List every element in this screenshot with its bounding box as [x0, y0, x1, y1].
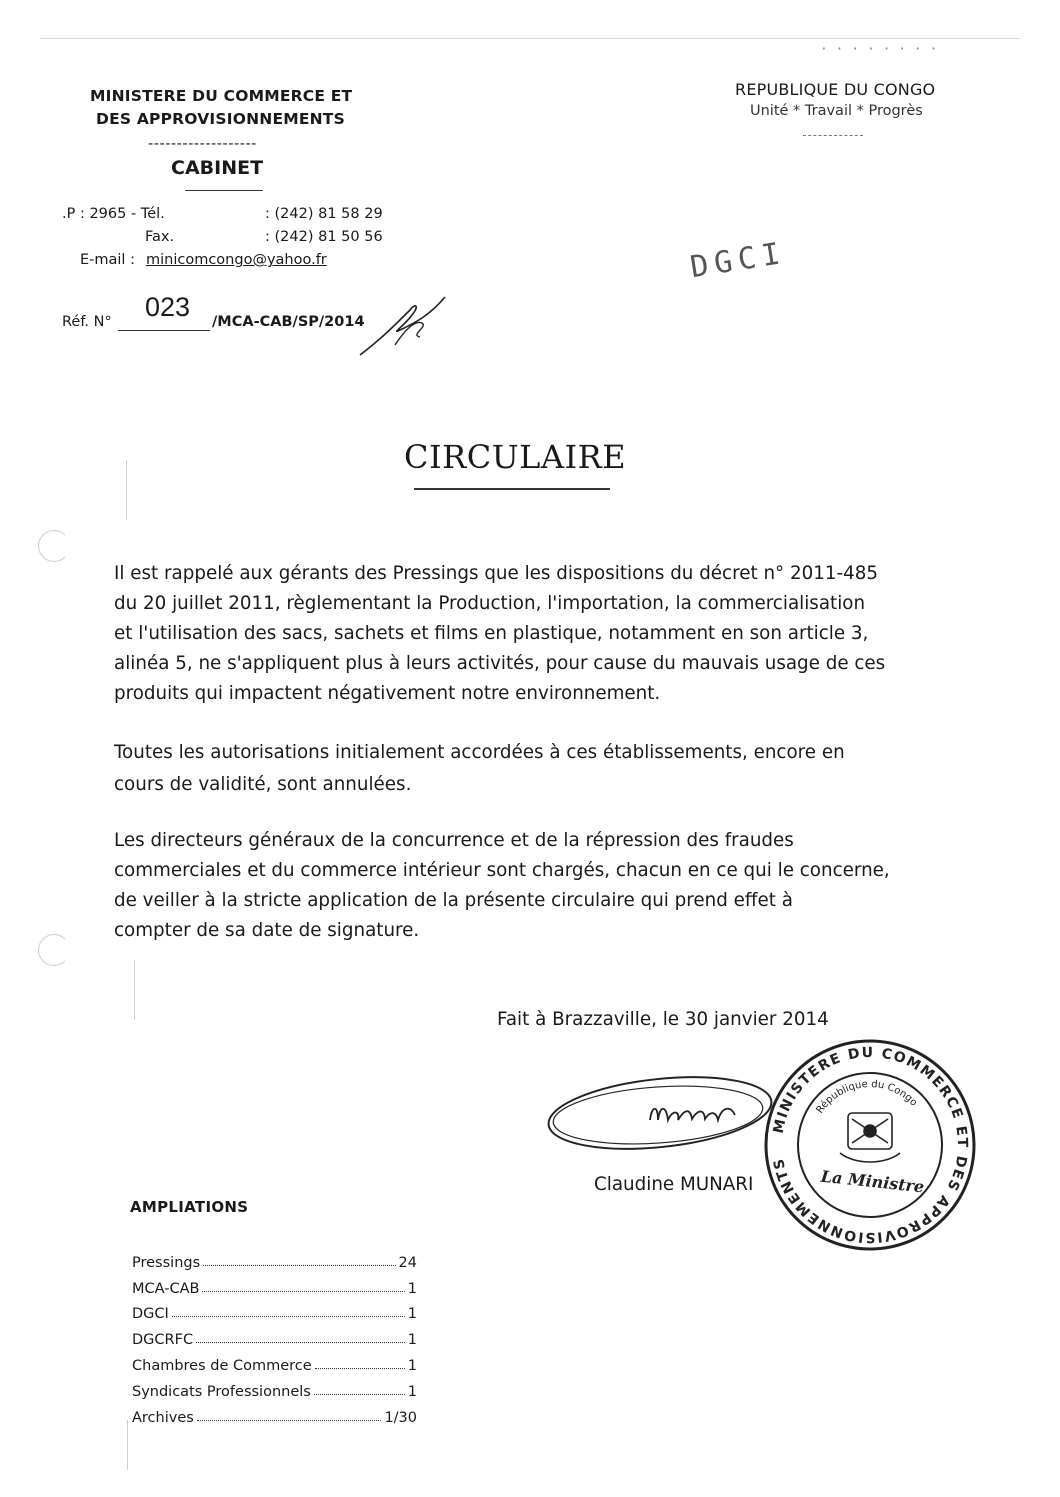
seal-inner-bottom-text: La Ministre — [820, 1166, 926, 1197]
reference-number: 023 — [145, 292, 191, 322]
ampliation-count: 1 — [407, 1384, 417, 1400]
bp-tel-label: .P : 2965 - Tél. — [62, 206, 165, 222]
ampliation-count: 1/30 — [384, 1410, 417, 1426]
document-title: CIRCULAIRE — [404, 438, 627, 476]
ampliation-count: 1 — [407, 1306, 417, 1322]
ampliation-count: 1 — [407, 1281, 417, 1297]
title-underline — [414, 488, 610, 490]
ampliation-count: 1 — [407, 1358, 417, 1374]
place-and-date: Fait à Brazzaville, le 30 janvier 2014 — [497, 1009, 829, 1030]
paragraph-line: de veiller à la stricte application de la présente circulaire qui prend effet à — [114, 890, 793, 911]
margin-mark — [127, 1420, 128, 1470]
reference-number-line — [118, 330, 210, 331]
paragraph-line: Les directeurs généraux de la concurrence et de la répression des fraudes — [114, 830, 794, 851]
fax-number: : (242) 81 50 56 — [265, 229, 383, 245]
ampliation-row — [132, 1271, 417, 1297]
paragraph-line: compter de sa date de signature. — [114, 920, 420, 941]
ampliation-row — [132, 1400, 417, 1426]
ministry-name-line2: DES APPROVISIONNEMENTS — [96, 110, 345, 128]
dotted-leader — [203, 1265, 395, 1266]
ampliation-recipient: DGCI — [132, 1306, 169, 1322]
dotted-leader — [202, 1291, 404, 1292]
dotted-leader — [196, 1342, 405, 1343]
header-separator: ------------------- — [148, 136, 257, 152]
paragraph-line: produits qui impactent négativement notre environnement. — [114, 683, 661, 704]
ampliation-recipient: Syndicats Professionnels — [132, 1384, 311, 1400]
seal-inner-top-text: République du Congo — [814, 1078, 920, 1116]
margin-mark — [134, 960, 135, 1020]
ampliation-recipient: Pressings — [132, 1255, 201, 1271]
signatory-name: Claudine MUNARI — [594, 1174, 754, 1195]
paragraph-line: Toutes les autorisations initialement accordées à ces établissements, encore en — [114, 742, 845, 763]
paragraph-line: et l'utilisation des sacs, sachets et films en plastique, notamment en son article 3, — [114, 623, 869, 644]
tel-number: : (242) 81 58 29 — [265, 206, 383, 222]
paragraph-line: alinéa 5, ne s'appliquent plus à leurs activités, pour cause du mauvais usage de ces — [114, 653, 886, 674]
ampliation-recipient: Chambres de Commerce — [132, 1358, 312, 1374]
national-motto: Unité * Travail * Progrès — [750, 103, 923, 119]
punch-hole-2 — [38, 934, 70, 966]
fax-label: Fax. — [145, 229, 175, 245]
punch-hole-1 — [38, 530, 70, 562]
svg-text:MINISTERE DU COMMERCE ET DES A — [771, 1045, 970, 1245]
reference-suffix: /MCA-CAB/SP/2014 — [212, 314, 365, 330]
email-label: E-mail : — [80, 252, 135, 268]
official-seal — [760, 1035, 980, 1255]
paragraph-line: du 20 juillet 2011, règlementant la Production, l'importation, la commercialisation — [114, 593, 866, 614]
ampliation-recipient: MCA-CAB — [132, 1281, 200, 1297]
ministry-name-line1: MINISTERE DU COMMERCE ET — [90, 87, 353, 105]
handwritten-scribble-top: · · · · · · · · — [820, 42, 938, 57]
ampliation-recipient: Archives — [132, 1410, 194, 1426]
ampliation-row — [132, 1245, 417, 1271]
dotted-leader — [197, 1420, 382, 1421]
ampliation-count: 24 — [398, 1255, 417, 1271]
country-name: REPUBLIQUE DU CONGO — [735, 80, 936, 99]
ampliation-row — [132, 1296, 417, 1322]
seal-emblem — [840, 1113, 900, 1162]
motto-underline — [803, 135, 863, 136]
dotted-leader — [314, 1394, 405, 1395]
reference-label: Réf. N° — [62, 314, 112, 330]
handwritten-dgci-note: DGCI — [687, 235, 789, 286]
ampliation-row — [132, 1348, 417, 1374]
paragraph-line: cours de validité, sont annulées. — [114, 774, 412, 795]
paragraph-line: Il est rappelé aux gérants des Pressings que les dispositions du décret n° 2011-485 — [114, 563, 878, 584]
initials-scribble — [350, 285, 460, 365]
email-address[interactable]: minicomcongo@yahoo.fr — [146, 252, 327, 268]
cabinet-label: CABINET — [171, 157, 264, 179]
ampliation-recipient: DGCRFC — [132, 1332, 194, 1348]
seal-outer-text: MINISTERE DU COMMERCE ET DES APPROVISIONNEMENTS — [770, 1044, 971, 1246]
scan-top-rule — [40, 38, 1020, 39]
ampliation-count: 1 — [407, 1332, 417, 1348]
ampliations-heading: AMPLIATIONS — [130, 1198, 249, 1216]
cabinet-underline — [185, 190, 263, 191]
dotted-leader — [315, 1368, 405, 1369]
dotted-leader — [172, 1316, 405, 1317]
ampliation-row — [132, 1374, 417, 1400]
margin-mark — [126, 460, 127, 520]
ampliation-row — [132, 1322, 417, 1348]
paragraph-line: commerciales et du commerce intérieur sont chargés, chacun en ce qui le concerne, — [114, 860, 890, 881]
